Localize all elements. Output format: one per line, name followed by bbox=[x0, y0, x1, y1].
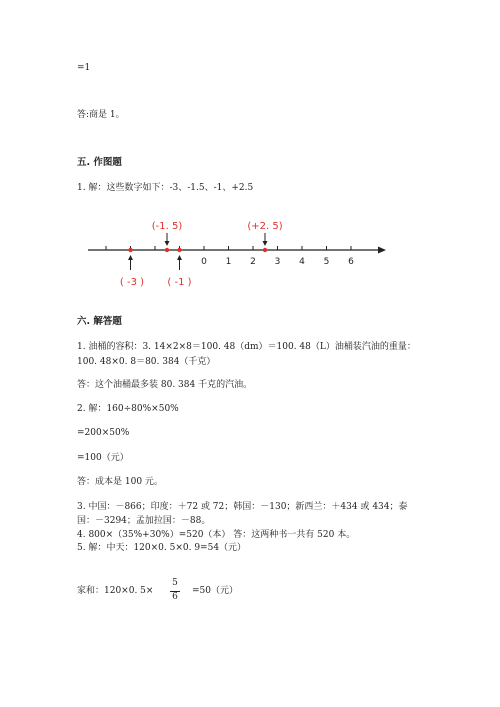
solution-line: 100. 48×0. 8＝80. 384（千克） bbox=[77, 357, 216, 367]
tick-label: 5 bbox=[323, 257, 330, 267]
tick-label: 3 bbox=[274, 257, 281, 267]
label-minus-1-5: (-1. 5) bbox=[151, 221, 183, 232]
point-minus-3 bbox=[128, 248, 132, 252]
label-minus-3: ( -3 ) bbox=[119, 277, 145, 288]
arrow-down-icon bbox=[165, 241, 170, 246]
tick-label: 1 bbox=[225, 257, 232, 267]
answer-line: 答：这个油桶最多装 80. 384 千克的汽油。 bbox=[77, 380, 253, 390]
solution-line: 1. 解：这些数字如下：-3、-1.5、-1、+2.5 bbox=[77, 183, 254, 193]
solution-line: 国：－3294；孟加拉国：－88。 bbox=[77, 516, 211, 526]
tick-label: 0 bbox=[201, 257, 207, 267]
solution-line: 家和：120×0. 5× bbox=[77, 586, 154, 596]
number-line-figure bbox=[80, 215, 400, 295]
tick-label: 4 bbox=[299, 257, 305, 267]
solution-line: 1. 油桶的容积：3. 14×2×8＝100. 48（dm）＝100. 48（L）油桶装汽油的重量： bbox=[77, 342, 416, 352]
equation-line: =1 bbox=[77, 63, 91, 73]
label-minus-1: ( -1 ) bbox=[167, 277, 192, 288]
tick-label: 2 bbox=[250, 257, 256, 267]
point-minus-1-5 bbox=[165, 248, 169, 252]
point-minus-1 bbox=[177, 248, 181, 252]
answer-line: 答:商是 1。 bbox=[77, 110, 125, 120]
tick-label: 6 bbox=[348, 257, 354, 267]
solution-line: 3. 中国：－866；印度：＋72 或 72；韩国：－130；新西兰：＋434 或 434；泰 bbox=[77, 502, 408, 512]
label-plus-2-5: (+2. 5) bbox=[247, 221, 283, 232]
fraction-numerator: 5 bbox=[172, 578, 178, 588]
solution-line: 4. 800×（35%+30%）=520（本） 答：这两种书一共有 520 本。 bbox=[77, 530, 356, 540]
answer-line: 答：成本是 100 元。 bbox=[77, 477, 163, 487]
solution-line: =50（元） bbox=[192, 586, 238, 596]
fraction-denominator: 6 bbox=[172, 592, 178, 602]
section-heading-drawing: 五. 作图题 bbox=[77, 157, 122, 168]
section-heading-solutions: 六. 解答题 bbox=[77, 316, 122, 327]
solution-line: =100（元） bbox=[77, 453, 129, 463]
solution-line: =200×50% bbox=[77, 428, 130, 438]
axis-arrow bbox=[378, 247, 386, 254]
solution-line: 2. 解：160÷80%×50% bbox=[77, 404, 179, 414]
arrow-down-icon bbox=[263, 241, 268, 246]
point-plus-2-5 bbox=[263, 248, 267, 252]
solution-line: 5. 解：中天：120×0. 5×0. 9=54（元） bbox=[77, 543, 247, 553]
arrow-up-icon bbox=[128, 255, 133, 260]
arrow-up-icon bbox=[177, 255, 182, 260]
